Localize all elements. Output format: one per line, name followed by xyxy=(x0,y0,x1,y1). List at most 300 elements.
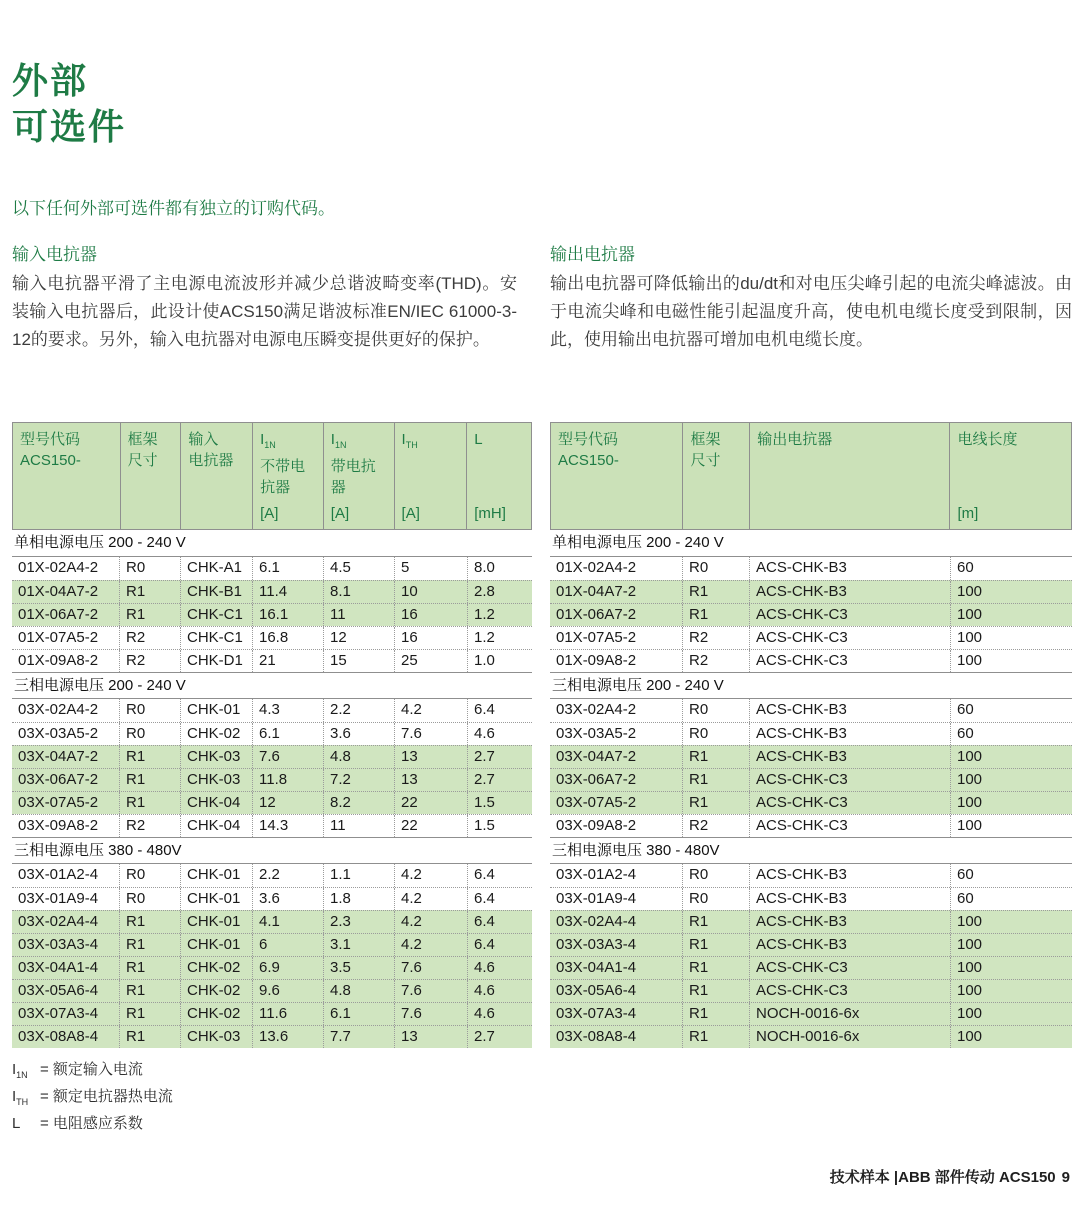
table-cell: 03X-04A7-2 xyxy=(556,748,637,765)
table-cell: 60 xyxy=(950,864,1072,887)
column-header-label: 框架 尺寸 xyxy=(690,431,721,469)
table-cell: R1 xyxy=(119,746,180,768)
table-cell: 21 xyxy=(252,650,323,672)
table-cell: CHK-D1 xyxy=(180,650,252,672)
output-reactor-heading: 输出电抗器 xyxy=(550,245,635,264)
column-header-label: $I_{TH}$ xyxy=(401,431,418,450)
table-cell: R1 xyxy=(682,980,749,1002)
table-cell: 1.2 xyxy=(467,604,532,626)
table-cell: 6.4 xyxy=(467,888,532,910)
table-row xyxy=(550,722,1072,745)
table-cell: 6.1 xyxy=(252,557,323,580)
table-cell: 100 xyxy=(950,980,1072,1002)
voltage-group-title: 三相电源电压 380 - 480V xyxy=(550,837,1072,864)
table-cell: R0 xyxy=(119,723,180,745)
table-cell: CHK-C1 xyxy=(180,627,252,649)
column-unit: [A] xyxy=(330,505,350,522)
table-cell: 1.2 xyxy=(467,627,532,649)
table-cell: R0 xyxy=(682,864,749,887)
voltage-group-title: 三相电源电压 380 - 480V xyxy=(12,837,532,864)
table-cell: R2 xyxy=(119,650,180,672)
table-row xyxy=(12,768,532,791)
table-cell: R2 xyxy=(682,627,749,649)
table-cell: 01X-09A8-2 xyxy=(18,652,99,669)
page-footer xyxy=(824,1166,1070,1187)
table-cell: 16.8 xyxy=(252,627,323,649)
input-reactor-description: 输入电抗器平滑了主电源电流波形并减少总谐波畸变率(THD)。安装输入电抗器后，此设计使ACS150满足谐波标准EN/IEC 61000-3-12的要求。另外，输入电抗器对电源电压瞬变提供更好的保护。 xyxy=(12,274,517,349)
table-cell: R1 xyxy=(119,581,180,603)
table-cell: CHK-02 xyxy=(180,1003,252,1025)
table-cell: 100 xyxy=(950,746,1072,768)
table-cell: 1.5 xyxy=(467,815,532,837)
column-header-label: 型号代码 ACS150- xyxy=(558,431,619,469)
table-cell: 03X-01A9-4 xyxy=(556,890,637,907)
table-cell: 03X-02A4-4 xyxy=(556,913,637,930)
table-cell: 03X-05A6-4 xyxy=(556,982,637,999)
table-cell: 4.2 xyxy=(394,888,467,910)
table-cell: 22 xyxy=(394,815,467,837)
output-reactor-section xyxy=(550,240,1072,354)
table-cell: 13 xyxy=(394,769,467,791)
voltage-group-title: 三相电源电压 200 - 240 V xyxy=(550,672,1072,699)
table-cell: 4.6 xyxy=(467,723,532,745)
table-cell: 03X-08A8-4 xyxy=(18,1028,99,1045)
table-cell: R1 xyxy=(119,911,180,933)
table-cell: 4.8 xyxy=(323,980,394,1002)
table-row xyxy=(12,933,532,956)
table-cell: ACS-CHK-C3 xyxy=(749,957,950,979)
table-cell: 3.1 xyxy=(323,934,394,956)
table-cell: 01X-06A7-2 xyxy=(556,606,637,623)
table-cell: 60 xyxy=(950,699,1072,722)
table-header-row xyxy=(550,422,1072,530)
table-cell: 03X-08A8-4 xyxy=(556,1028,637,1045)
table-cell: R1 xyxy=(682,1026,749,1048)
table-cell: 100 xyxy=(950,934,1072,956)
table-cell: 6.1 xyxy=(252,723,323,745)
table-cell: 15 xyxy=(323,650,394,672)
table-cell: NOCH-0016-6x xyxy=(749,1003,950,1025)
table-cell: 4.2 xyxy=(394,911,467,933)
column-header xyxy=(949,423,1071,529)
table-cell: ACS-CHK-C3 xyxy=(749,815,950,837)
table-cell: 100 xyxy=(950,1003,1072,1025)
table-cell: 2.3 xyxy=(323,911,394,933)
table-cell: 6.1 xyxy=(323,1003,394,1025)
table-cell: R1 xyxy=(682,1003,749,1025)
table-cell: 16.1 xyxy=(252,604,323,626)
table-cell: 8.0 xyxy=(467,557,532,580)
table-cell: 11.8 xyxy=(252,769,323,791)
table-cell: 03X-03A3-4 xyxy=(18,936,99,953)
table-cell: 4.6 xyxy=(467,1003,532,1025)
table-cell: 03X-02A4-4 xyxy=(18,913,99,930)
table-row xyxy=(550,1002,1072,1025)
table-cell: 03X-02A4-2 xyxy=(556,701,637,718)
table-row xyxy=(12,791,532,814)
table-cell: ACS-CHK-C3 xyxy=(749,769,950,791)
table-cell: CHK-02 xyxy=(180,723,252,745)
table-cell: CHK-01 xyxy=(180,934,252,956)
table-cell: 4.2 xyxy=(394,934,467,956)
table-row xyxy=(550,791,1072,814)
column-header xyxy=(13,423,120,529)
table-cell: 03X-03A5-2 xyxy=(556,725,637,742)
table-cell: 12 xyxy=(252,792,323,814)
table-cell: 11.6 xyxy=(252,1003,323,1025)
table-row xyxy=(550,745,1072,768)
table-row xyxy=(12,1002,532,1025)
table-cell: 11 xyxy=(323,815,394,837)
page-title-line1: 外部 xyxy=(12,60,89,101)
table-row xyxy=(12,745,532,768)
table-cell: R1 xyxy=(119,934,180,956)
table-cell: 6.9 xyxy=(252,957,323,979)
table-cell: ACS-CHK-C3 xyxy=(749,650,950,672)
table-cell: R2 xyxy=(682,650,749,672)
table-cell: ACS-CHK-B3 xyxy=(749,699,950,722)
table-row xyxy=(550,933,1072,956)
voltage-group-title: 单相电源电压 200 - 240 V xyxy=(550,530,1072,557)
table-cell: 6.4 xyxy=(467,911,532,933)
input-reactor-heading: 输入电抗器 xyxy=(12,245,97,264)
footnote xyxy=(12,1110,173,1137)
table-cell: R1 xyxy=(119,792,180,814)
table-cell: CHK-01 xyxy=(180,699,252,722)
table-row xyxy=(12,626,532,649)
table-cell: R0 xyxy=(119,557,180,580)
table-cell: 01X-06A7-2 xyxy=(18,606,99,623)
table-cell: R2 xyxy=(682,815,749,837)
table-cell: CHK-04 xyxy=(180,815,252,837)
table-cell: 22 xyxy=(394,792,467,814)
table-cell: 10 xyxy=(394,581,467,603)
column-header-label: 输入 电抗器 xyxy=(188,431,234,469)
table-cell: 4.6 xyxy=(467,957,532,979)
table-cell: 100 xyxy=(950,769,1072,791)
column-header-label: 型号代码 ACS150- xyxy=(20,431,81,469)
table-cell: 1.1 xyxy=(323,864,394,887)
table-cell: 8.2 xyxy=(323,792,394,814)
table-cell: 03X-04A1-4 xyxy=(18,959,99,976)
voltage-group-title: 三相电源电压 200 - 240 V xyxy=(12,672,532,699)
table-cell: 13.6 xyxy=(252,1026,323,1048)
column-header xyxy=(323,423,394,529)
table-cell: R0 xyxy=(682,723,749,745)
table-row xyxy=(550,649,1072,672)
footer-text: 技术样本 |ABB 部件传动 ACS150 xyxy=(829,1169,1056,1186)
table-cell: R1 xyxy=(682,746,749,768)
column-header xyxy=(682,423,749,529)
table-cell: 4.6 xyxy=(467,980,532,1002)
intro-text: 以下任何外部可选件都有独立的订购代码。 xyxy=(12,199,335,218)
table-cell: 100 xyxy=(950,815,1072,837)
table-cell: 01X-09A8-2 xyxy=(556,652,637,669)
column-header xyxy=(749,423,949,529)
table-cell: 03X-04A7-2 xyxy=(18,748,99,765)
column-header-label: 框架 尺寸 xyxy=(127,431,158,469)
table-row xyxy=(12,603,532,626)
column-header-label: $I_{1N}$ 带电抗 器 xyxy=(330,431,376,496)
column-unit: [A] xyxy=(260,505,279,522)
table-cell: 03X-02A4-2 xyxy=(18,701,99,718)
column-unit: [A] xyxy=(401,505,420,522)
column-header-label: $I_{1N}$ 不带电 抗器 xyxy=(260,431,306,496)
table-cell: R0 xyxy=(682,699,749,722)
table-cell: 01X-04A7-2 xyxy=(556,583,637,600)
table-cell: 100 xyxy=(950,604,1072,626)
output-reactor-description: 输出电抗器可降低输出的du/dt和对电压尖峰引起的电流尖峰滤波。由于电流尖峰和电磁性能引起温度升高，使电机电缆长度受到限制，因此，使用输出电抗器可增加电机电缆长度。 xyxy=(550,274,1072,349)
table-cell: 03X-07A3-4 xyxy=(556,1005,637,1022)
table-cell: ACS-CHK-B3 xyxy=(749,557,950,580)
table-cell: 7.7 xyxy=(323,1026,394,1048)
table-cell: 2.7 xyxy=(467,746,532,768)
table-cell: 01X-02A4-2 xyxy=(556,559,637,576)
table-row xyxy=(12,1025,532,1048)
table-row xyxy=(12,580,532,603)
table-cell: R1 xyxy=(119,980,180,1002)
table-row xyxy=(550,1025,1072,1048)
table-cell: 6 xyxy=(252,934,323,956)
table-cell: R0 xyxy=(119,888,180,910)
input-reactor-table xyxy=(12,422,532,1048)
table-cell: 03X-01A9-4 xyxy=(18,890,99,907)
table-row xyxy=(550,814,1072,837)
table-cell: 01X-02A4-2 xyxy=(18,559,99,576)
table-row xyxy=(12,956,532,979)
table-row xyxy=(12,649,532,672)
column-header xyxy=(394,423,467,529)
table-cell: 7.6 xyxy=(394,980,467,1002)
table-cell: R1 xyxy=(682,957,749,979)
table-cell: CHK-01 xyxy=(180,864,252,887)
footnotes xyxy=(12,1056,173,1137)
table-cell: 03X-04A1-4 xyxy=(556,959,637,976)
table-cell: 100 xyxy=(950,581,1072,603)
table-cell: R1 xyxy=(119,769,180,791)
table-cell: R1 xyxy=(682,934,749,956)
table-row xyxy=(550,887,1072,910)
footnote-symbol: $I_{1N}$ xyxy=(12,1061,28,1080)
table-cell: 4.1 xyxy=(252,911,323,933)
table-cell: 3.5 xyxy=(323,957,394,979)
table-cell: 03X-03A5-2 xyxy=(18,725,99,742)
table-cell: 7.2 xyxy=(323,769,394,791)
page-number: 9 xyxy=(1061,1169,1070,1186)
table-cell: 8.1 xyxy=(323,581,394,603)
column-header xyxy=(180,423,252,529)
table-cell: ACS-CHK-B3 xyxy=(749,581,950,603)
table-cell: 3.6 xyxy=(323,723,394,745)
table-cell: 1.5 xyxy=(467,792,532,814)
footnote-text: = 额定输入电流 xyxy=(40,1061,143,1078)
table-cell: ACS-CHK-B3 xyxy=(749,888,950,910)
column-header-label: 电线长度 xyxy=(957,431,1018,448)
table-cell: R0 xyxy=(119,864,180,887)
footnote xyxy=(12,1083,173,1110)
table-row xyxy=(12,814,532,837)
table-cell: CHK-03 xyxy=(180,769,252,791)
table-cell: CHK-02 xyxy=(180,980,252,1002)
table-cell: ACS-CHK-C3 xyxy=(749,627,950,649)
table-cell: 03X-06A7-2 xyxy=(556,771,637,788)
table-cell: CHK-A1 xyxy=(180,557,252,580)
table-cell: CHK-B1 xyxy=(180,581,252,603)
table-cell: 60 xyxy=(950,557,1072,580)
table-cell: 6.4 xyxy=(467,699,532,722)
table-cell: 03X-07A5-2 xyxy=(18,794,99,811)
table-cell: 7.6 xyxy=(394,957,467,979)
input-reactor-section xyxy=(12,240,517,354)
table-row xyxy=(550,864,1072,887)
table-cell: 1.0 xyxy=(467,650,532,672)
table-cell: R0 xyxy=(682,557,749,580)
table-row xyxy=(12,699,532,722)
table-cell: CHK-01 xyxy=(180,911,252,933)
table-cell: 4.2 xyxy=(394,864,467,887)
table-row xyxy=(12,979,532,1002)
table-cell: 4.2 xyxy=(394,699,467,722)
table-cell: 13 xyxy=(394,746,467,768)
table-cell: ACS-CHK-B3 xyxy=(749,911,950,933)
table-cell: 03X-09A8-2 xyxy=(556,817,637,834)
table-cell: 7.6 xyxy=(252,746,323,768)
table-cell: 2.8 xyxy=(467,581,532,603)
column-header xyxy=(466,423,531,529)
table-cell: 11 xyxy=(323,604,394,626)
table-cell: 03X-07A3-4 xyxy=(18,1005,99,1022)
table-cell: R1 xyxy=(119,1026,180,1048)
table-cell: 3.6 xyxy=(252,888,323,910)
table-cell: 100 xyxy=(950,1026,1072,1048)
table-cell: ACS-CHK-B3 xyxy=(749,934,950,956)
table-row xyxy=(550,956,1072,979)
table-cell: CHK-04 xyxy=(180,792,252,814)
table-cell: R1 xyxy=(682,581,749,603)
footnote xyxy=(12,1056,173,1083)
table-row xyxy=(550,910,1072,933)
table-cell: 01X-04A7-2 xyxy=(18,583,99,600)
page-title xyxy=(12,58,126,150)
table-cell: 7.6 xyxy=(394,723,467,745)
table-cell: 14.3 xyxy=(252,815,323,837)
table-cell: 100 xyxy=(950,957,1072,979)
table-cell: 2.2 xyxy=(323,699,394,722)
voltage-group-title: 单相电源电压 200 - 240 V xyxy=(12,530,532,557)
table-cell: CHK-01 xyxy=(180,888,252,910)
table-cell: R0 xyxy=(119,699,180,722)
table-cell: ACS-CHK-B3 xyxy=(749,723,950,745)
table-header-row xyxy=(12,422,532,530)
table-cell: 2.7 xyxy=(467,769,532,791)
table-row xyxy=(12,722,532,745)
table-cell: 13 xyxy=(394,1026,467,1048)
table-row xyxy=(550,580,1072,603)
table-cell: 5 xyxy=(394,557,467,580)
table-cell: 03X-03A3-4 xyxy=(556,936,637,953)
table-cell: R1 xyxy=(682,604,749,626)
table-cell: CHK-03 xyxy=(180,746,252,768)
table-cell: ACS-CHK-C3 xyxy=(749,792,950,814)
table-row xyxy=(550,768,1072,791)
table-row xyxy=(550,699,1072,722)
table-cell: 25 xyxy=(394,650,467,672)
table-row xyxy=(12,887,532,910)
table-cell: 16 xyxy=(394,604,467,626)
table-row xyxy=(12,864,532,887)
column-header xyxy=(551,423,682,529)
table-cell: R2 xyxy=(119,627,180,649)
table-cell: ACS-CHK-C3 xyxy=(749,604,950,626)
table-cell: 4.5 xyxy=(323,557,394,580)
table-row xyxy=(12,910,532,933)
table-cell: 03X-01A2-4 xyxy=(18,866,99,883)
table-cell: 03X-07A5-2 xyxy=(556,794,637,811)
table-cell: 60 xyxy=(950,723,1072,745)
table-cell: 7.6 xyxy=(394,1003,467,1025)
table-cell: 01X-07A5-2 xyxy=(18,629,99,646)
table-cell: R1 xyxy=(682,769,749,791)
page-title-line2: 可选件 xyxy=(12,106,127,147)
table-cell: 9.6 xyxy=(252,980,323,1002)
table-cell: R1 xyxy=(682,911,749,933)
table-cell: 11.4 xyxy=(252,581,323,603)
column-unit: [m] xyxy=(957,505,979,522)
table-cell: 2.7 xyxy=(467,1026,532,1048)
table-cell: 100 xyxy=(950,792,1072,814)
table-cell: CHK-03 xyxy=(180,1026,252,1048)
table-cell: 6.4 xyxy=(467,934,532,956)
table-cell: 03X-09A8-2 xyxy=(18,817,99,834)
table-cell: 2.2 xyxy=(252,864,323,887)
table-cell: ACS-CHK-C3 xyxy=(749,980,950,1002)
table-cell: R1 xyxy=(119,604,180,626)
table-cell: 6.4 xyxy=(467,864,532,887)
table-cell: 4.3 xyxy=(252,699,323,722)
column-header-label: 输出电抗器 xyxy=(757,431,833,448)
table-cell: NOCH-0016-6x xyxy=(749,1026,950,1048)
table-cell: CHK-C1 xyxy=(180,604,252,626)
table-cell: 1.8 xyxy=(323,888,394,910)
table-cell: 100 xyxy=(950,627,1072,649)
table-cell: 100 xyxy=(950,911,1072,933)
table-cell: 03X-06A7-2 xyxy=(18,771,99,788)
table-cell: 01X-07A5-2 xyxy=(556,629,637,646)
table-cell: ACS-CHK-B3 xyxy=(749,864,950,887)
table-cell: 16 xyxy=(394,627,467,649)
table-cell: ACS-CHK-B3 xyxy=(749,746,950,768)
footnote-text: = 电阻感应系数 xyxy=(40,1115,143,1132)
table-cell: 60 xyxy=(950,888,1072,910)
table-cell: CHK-02 xyxy=(180,957,252,979)
table-cell: R2 xyxy=(119,815,180,837)
footnote-symbol: L xyxy=(12,1115,21,1132)
footnote-text: = 额定电抗器热电流 xyxy=(40,1088,173,1105)
table-cell: 100 xyxy=(950,650,1072,672)
table-row xyxy=(550,557,1072,580)
column-header xyxy=(252,423,323,529)
table-cell: R1 xyxy=(119,1003,180,1025)
column-header xyxy=(120,423,181,529)
table-cell: 03X-05A6-4 xyxy=(18,982,99,999)
table-row xyxy=(550,603,1072,626)
table-row xyxy=(550,626,1072,649)
table-cell: 4.8 xyxy=(323,746,394,768)
table-row xyxy=(12,557,532,580)
table-row xyxy=(550,979,1072,1002)
table-cell: R1 xyxy=(682,792,749,814)
column-unit: [mH] xyxy=(474,505,506,522)
